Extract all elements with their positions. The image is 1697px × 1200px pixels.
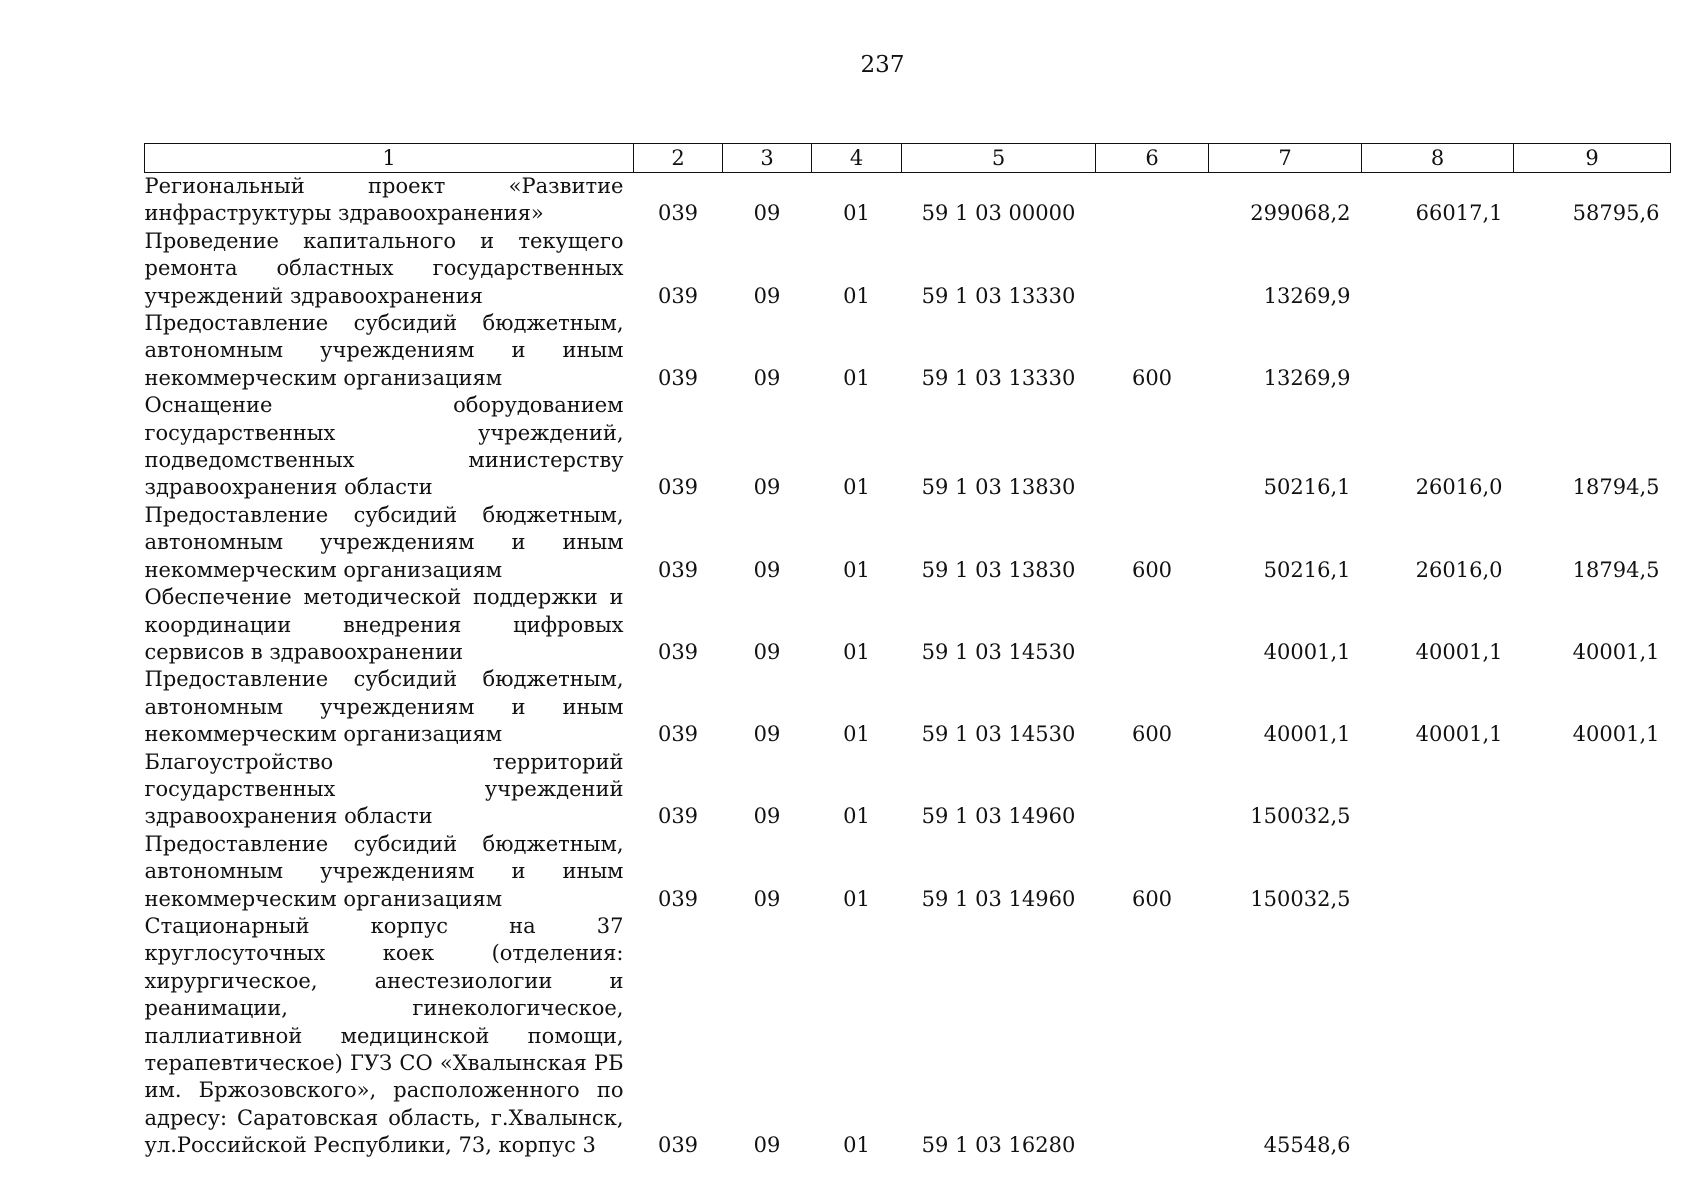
amount-col-8: 40001,1 [1415, 639, 1503, 664]
page-number: 237 [860, 52, 905, 78]
target-article-code: 59 1 03 14530 [921, 639, 1076, 664]
item-name: Обеспечение методической поддержки и координации внедрения цифровых сервисов в здравоохранении [144, 585, 624, 664]
target-article-code: 59 1 03 13330 [921, 283, 1076, 308]
target-article-code: 59 1 03 13830 [921, 557, 1076, 582]
amount-col-9 [1514, 913, 1671, 1160]
amount-col-9: 40001,1 [1572, 639, 1660, 664]
table-row [145, 502, 1671, 584]
table-row [145, 749, 1671, 831]
section-code: 09 [753, 804, 781, 829]
table-body [145, 173, 1671, 1160]
ministry-code: 039 [657, 201, 699, 226]
target-article-code: 59 1 03 16280 [921, 1133, 1076, 1158]
section-code: 09 [753, 557, 781, 582]
item-name: Благоустройство территорий государственных учреждений здравоохранения области [144, 749, 624, 829]
amount-col-9 [1514, 749, 1671, 831]
subsection-code: 01 [843, 365, 870, 390]
amount-col-8: 26016,0 [1415, 475, 1503, 500]
section-code: 09 [753, 365, 781, 390]
section-code: 09 [753, 1133, 781, 1158]
table-row [145, 831, 1671, 913]
item-name: Предоставление субсидий бюджетным, автономным учреждениям и иным некоммерческим организациям [144, 502, 624, 582]
item-name: Предоставление субсидий бюджетным, автономным учреждениям и иным некоммерческим организациям [144, 831, 624, 911]
table-row [145, 392, 1671, 502]
subsection-code: 01 [843, 1133, 870, 1158]
expense-type-code: 600 [1131, 886, 1173, 911]
amount-col-8 [1362, 310, 1514, 392]
amount-col-9 [1514, 831, 1671, 913]
header-col-2: 2 [634, 144, 723, 173]
amount-col-7: 13269,9 [1263, 283, 1351, 308]
amount-col-8: 40001,1 [1415, 722, 1503, 747]
amount-col-8: 26016,0 [1415, 557, 1503, 582]
ministry-code: 039 [657, 1133, 699, 1158]
target-article-code: 59 1 03 14530 [921, 722, 1076, 747]
header-col-9: 9 [1514, 144, 1671, 173]
subsection-code: 01 [843, 475, 870, 500]
ministry-code: 039 [657, 804, 699, 829]
subsection-code: 01 [843, 804, 870, 829]
item-name: Предоставление субсидий бюджетным, автономным учреждениям и иным некоммерческим организациям [144, 311, 624, 390]
amount-col-9 [1514, 310, 1671, 392]
amount-col-8 [1362, 831, 1514, 913]
header-col-3: 3 [723, 144, 812, 173]
item-name: Стационарный корпус на 37 круглосуточных коек (отделения: хирургическое, анестезиологии и реанимации, гинекологическое, паллиативной медицинской помощи, терапевтическое) ГУЗ СО «Хвалынская РБ им. Бржозовского», расположенного по адресу: Саратовская область, г.Хвалынск, ул.Российской Республики, 73, корпус 3 [144, 913, 624, 1158]
amount-col-7: 13269,9 [1263, 365, 1351, 390]
header-col-8: 8 [1362, 144, 1514, 173]
item-name: Проведение капитального и текущего ремонта областных государственных учреждений здравоохранения [144, 228, 624, 308]
target-article-code: 59 1 03 13830 [921, 475, 1076, 500]
section-code: 09 [753, 639, 781, 664]
ministry-code: 039 [657, 886, 699, 911]
expense-type-code [1096, 392, 1209, 502]
amount-col-9 [1514, 228, 1671, 310]
ministry-code: 039 [657, 722, 699, 747]
subsection-code: 01 [843, 201, 870, 226]
header-col-4: 4 [812, 144, 902, 173]
section-code: 09 [753, 722, 781, 747]
amount-col-7: 40001,1 [1263, 639, 1351, 664]
amount-col-8 [1362, 228, 1514, 310]
item-name: Региональный проект «Развитие инфраструктуры здравоохранения» [144, 174, 624, 226]
amount-col-7: 150032,5 [1250, 886, 1351, 911]
amount-col-7: 150032,5 [1250, 804, 1351, 829]
target-article-code: 59 1 03 00000 [921, 201, 1076, 226]
table-header [145, 144, 1671, 173]
subsection-code: 01 [843, 886, 870, 911]
amount-col-9: 18794,5 [1572, 475, 1660, 500]
table-row [145, 913, 1671, 1160]
table-row [145, 310, 1671, 392]
table-row [145, 228, 1671, 310]
amount-col-8 [1362, 913, 1514, 1160]
amount-col-7: 299068,2 [1250, 201, 1351, 226]
target-article-code: 59 1 03 14960 [921, 804, 1076, 829]
section-code: 09 [753, 283, 781, 308]
amount-col-9: 18794,5 [1572, 557, 1660, 582]
expense-type-code: 600 [1131, 365, 1173, 390]
amount-col-7: 40001,1 [1263, 722, 1351, 747]
expense-type-code: 600 [1131, 557, 1173, 582]
subsection-code: 01 [843, 283, 870, 308]
header-col-5: 5 [902, 144, 1096, 173]
expense-type-code [1096, 173, 1209, 228]
expense-type-code [1096, 228, 1209, 310]
table-row [145, 666, 1671, 748]
header-row [145, 144, 1671, 173]
amount-col-8: 66017,1 [1415, 201, 1503, 226]
amount-col-9: 58795,6 [1572, 201, 1660, 226]
expense-type-code [1096, 584, 1209, 666]
ministry-code: 039 [657, 283, 699, 308]
amount-col-9: 40001,1 [1572, 722, 1660, 747]
subsection-code: 01 [843, 557, 870, 582]
ministry-code: 039 [657, 639, 699, 664]
amount-col-7: 50216,1 [1263, 557, 1351, 582]
ministry-code: 039 [657, 475, 699, 500]
amount-col-7: 45548,6 [1263, 1133, 1351, 1158]
section-code: 09 [753, 201, 781, 226]
header-col-7: 7 [1209, 144, 1362, 173]
budget-table [144, 143, 1671, 1160]
target-article-code: 59 1 03 14960 [921, 886, 1076, 911]
item-name: Предоставление субсидий бюджетным, автономным учреждениям и иным некоммерческим организациям [144, 667, 624, 747]
table-row [145, 173, 1671, 228]
expense-type-code [1096, 749, 1209, 831]
section-code: 09 [753, 475, 781, 500]
target-article-code: 59 1 03 13330 [921, 365, 1076, 390]
expense-type-code: 600 [1131, 722, 1173, 747]
section-code: 09 [753, 886, 781, 911]
subsection-code: 01 [843, 722, 870, 747]
ministry-code: 039 [657, 557, 699, 582]
header-col-6: 6 [1096, 144, 1209, 173]
amount-col-7: 50216,1 [1263, 475, 1351, 500]
expense-type-code [1096, 913, 1209, 1160]
header-col-1: 1 [145, 144, 634, 173]
amount-col-8 [1362, 749, 1514, 831]
subsection-code: 01 [843, 639, 870, 664]
table-row [145, 584, 1671, 666]
item-name: Оснащение оборудованием государственных учреждений, подведомственных министерству здравоохранения области [144, 393, 624, 500]
ministry-code: 039 [657, 365, 699, 390]
